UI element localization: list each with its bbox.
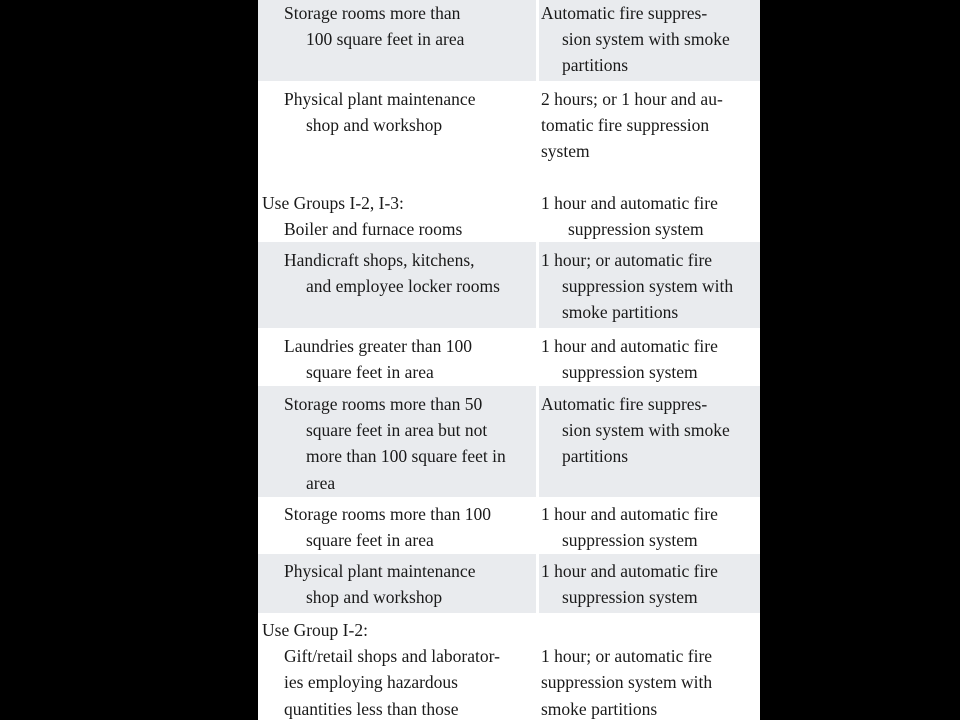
occupancy-cell [262,501,491,553]
occupancy-cell [262,617,500,720]
cell-text-line: partitions [562,446,629,467]
cell-text-line: and employee locker rooms [306,276,500,297]
table-row [258,386,760,497]
cell-text-line: 1 hour and automatic fire [541,336,718,356]
cell-text-line: square feet in area [306,530,434,551]
cell-text-line [541,617,712,643]
requirement-cell [541,558,718,610]
cell-text-line: Laundries greater than 100 [284,336,473,356]
table-row [258,182,760,242]
column-divider [536,328,539,386]
cell-text-line: 2 hours; or 1 hour and au- [541,89,723,109]
cell-text-line: ies employing hazardous [284,672,458,693]
cell-text-line: Automatic fire suppres- [541,394,708,414]
occupancy-cell [262,391,506,496]
cell-text-line: smoke partitions [541,698,658,719]
occupancy-cell [262,247,500,299]
cell-text-line: 1 hour; or automatic fire [541,646,713,667]
requirement-cell [541,190,718,242]
column-divider [536,554,539,613]
occupancy-cell [262,190,462,242]
column-divider [536,0,539,81]
requirement-cell [541,86,723,165]
occupancy-cell [262,86,475,138]
requirement-cell [541,0,730,79]
cell-text-line: 1 hour and automatic fire [541,193,718,213]
cell-text-line: Boiler and furnace rooms [284,219,463,240]
requirement-cell [541,617,712,720]
cell-text-line: area [306,472,336,493]
cell-text-line: sion system with smoke [562,29,730,50]
requirement-cell [541,333,718,385]
occupancy-cell [262,333,472,385]
cell-text-line: square feet in area but not [306,420,488,441]
cell-text-line: Physical plant maintenance [284,561,476,581]
table-row [258,328,760,386]
column-divider [536,242,539,328]
cell-text-line: suppression system with [541,672,713,693]
cell-text-line: partitions [562,55,629,76]
cell-text-line: Automatic fire suppres- [541,3,708,23]
cell-text-line: suppression system [562,587,698,608]
cell-text-line: 100 square feet in area [306,29,465,50]
cell-text-line: more than 100 square feet in [306,446,506,467]
cell-text-line: shop and workshop [306,115,443,136]
cell-text-line: 1 hour; or automatic fire [541,250,713,270]
cell-text-line: Storage rooms more than 50 [284,394,483,414]
cell-text-line: smoke partitions [562,302,679,323]
table-row [258,497,760,554]
requirement-cell [541,391,730,470]
group-heading: Use Group I-2: [262,620,368,640]
cell-text-line: Storage rooms more than 100 [284,504,492,524]
group-heading: Use Groups I-2, I-3: [262,193,404,213]
requirement-cell [541,501,718,553]
column-divider [536,182,539,242]
table-row [258,613,760,720]
cell-text-line: 1 hour and automatic fire [541,504,718,524]
cell-text-line: system [541,141,590,162]
cell-text-line: sion system with smoke [562,420,730,441]
column-divider [536,497,539,554]
table-row [258,554,760,613]
occupancy-cell [262,0,464,52]
table-row [258,81,760,182]
cell-text-line: suppression system [568,219,704,240]
requirement-cell [541,247,733,326]
cell-text-line: suppression system with [562,276,734,297]
table-row [258,0,760,81]
cell-text-line: shop and workshop [306,587,443,608]
column-divider [536,81,539,182]
cell-text-line: Handicraft shops, kitchens, [284,250,475,270]
cell-text-line: suppression system [562,362,698,383]
code-table-page [258,0,760,720]
occupancy-cell [262,558,475,610]
cell-text-line: quantities less than those [284,698,459,719]
cell-text-line: 1 hour and automatic fire [541,561,718,581]
cell-text-line: Storage rooms more than [284,3,461,23]
cell-text-line: Gift/retail shops and laborator- [284,646,500,667]
table-row [258,242,760,328]
column-divider [536,386,539,497]
column-divider [536,613,539,720]
cell-text-line: square feet in area [306,362,434,383]
cell-text-line: tomatic fire suppression [541,115,710,136]
cell-text-line: suppression system [562,530,698,551]
cell-text-line: Physical plant maintenance [284,89,476,109]
